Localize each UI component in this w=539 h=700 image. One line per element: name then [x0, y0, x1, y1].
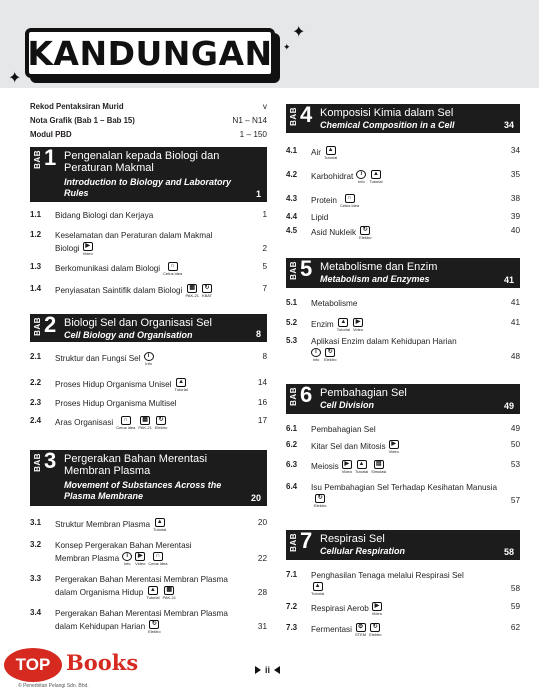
- entry-text: Pergerakan Bahan Merentasi Membran Plasma dalam Organisma Hidup: [55, 575, 228, 598]
- entry-text: Aras Organisasi: [55, 418, 114, 428]
- info-icon[interactable]: i Info: [145, 353, 152, 366]
- cetus-idea-icon[interactable]: ∩ Cetus idea: [148, 553, 168, 566]
- toc-entry[interactable]: [30, 262, 267, 276]
- toc-entry[interactable]: [286, 298, 520, 310]
- chapter-label: BAB: [289, 533, 298, 552]
- toc-entry[interactable]: [286, 336, 520, 362]
- cetus-idea-icon[interactable]: ∩ Cetus idea: [339, 195, 360, 208]
- entry-text: Karbohidrat: [311, 172, 354, 182]
- chapter-title: Komposisi Kimia dalam Sel: [320, 107, 454, 119]
- front-matter-page: v: [262, 102, 267, 111]
- toc-entry[interactable]: [30, 608, 267, 634]
- entry-number: 1.4: [30, 284, 42, 293]
- chapter-1-header[interactable]: [30, 147, 267, 202]
- entry-text: Kitar Sel dan Mitosis: [311, 442, 386, 452]
- entry-number: 5.1: [286, 298, 298, 307]
- entry-number: 6.3: [286, 460, 298, 469]
- entry-number: 6.4: [286, 482, 298, 491]
- chapter-page: 49: [503, 401, 514, 411]
- chapter-label: BAB: [289, 107, 298, 126]
- chapter-title: Pembahagian Sel: [320, 387, 407, 399]
- simulasi-icon[interactable]: ▤ Simulasi: [371, 461, 387, 474]
- entry-text: Air: [311, 148, 322, 158]
- video-icon[interactable]: ▶ Video: [388, 441, 399, 454]
- chapter-label: BAB: [33, 453, 42, 472]
- entry-page: 20: [257, 518, 267, 527]
- video-icon[interactable]: ▶ Video: [135, 553, 146, 566]
- entry-text: Enzim: [311, 320, 334, 330]
- toc-entry[interactable]: [286, 570, 520, 596]
- entry-number: 6.1: [286, 424, 298, 433]
- entry-number: 2.2: [30, 378, 42, 387]
- toc-entry[interactable]: [30, 352, 267, 366]
- entry-number: 5.3: [286, 336, 298, 345]
- tutorial-icon[interactable]: ▲ Tutorial: [336, 319, 350, 332]
- chapter-6-entries: [286, 424, 520, 514]
- entry-number: 1.2: [30, 230, 42, 239]
- kbat-elektro-icon[interactable]: ↻ Elektro: [359, 227, 372, 240]
- entry-page: 62: [510, 623, 520, 632]
- entry-text: Lipid: [311, 213, 329, 222]
- entry-page: 34: [510, 146, 520, 155]
- chapter-label: BAB: [289, 387, 298, 406]
- entry-page: 8: [262, 352, 267, 361]
- chapter-3-header[interactable]: [30, 450, 267, 506]
- toc-entry[interactable]: [286, 440, 520, 454]
- chapter-title: Respirasi Sel: [320, 533, 385, 545]
- entry-number: 2.4: [30, 416, 42, 425]
- chapter-number: 7: [300, 530, 313, 553]
- page-number-text: ii: [265, 665, 271, 675]
- toc-entry[interactable]: [286, 424, 520, 436]
- chapter-title: Pengenalan kepada Biologi dan Peraturan Makmal: [64, 150, 220, 174]
- tutorial-icon[interactable]: ▲ Tutorial: [324, 147, 338, 160]
- page-number: [255, 665, 280, 675]
- topbooks-logo: [0, 640, 200, 680]
- chapter-1-entries: [30, 210, 267, 300]
- entry-text: Konsep Pergerakan Bahan Merentasi Membran Plasma: [55, 541, 192, 564]
- page-title-box: [25, 28, 275, 78]
- entry-page: 7: [262, 284, 267, 293]
- entry-number: 4.4: [286, 212, 298, 221]
- entry-text: Proses Hidup Organisma Unisel: [55, 380, 172, 390]
- entry-number: 2.1: [30, 352, 42, 361]
- chapter-5-entries: [286, 298, 520, 368]
- info-icon[interactable]: i Info: [312, 349, 320, 362]
- entry-number: 3.1: [30, 518, 42, 527]
- entry-page: 41: [510, 298, 520, 307]
- entry-page: 41: [510, 318, 520, 327]
- entry-number: 3.2: [30, 540, 42, 549]
- chapter-number: 3: [44, 450, 57, 473]
- entry-text: Proses Hidup Organisma Multisel: [55, 399, 177, 408]
- kbat-elektro-icon[interactable]: ↻ Elektro: [324, 349, 337, 362]
- entry-number: 4.3: [286, 194, 298, 203]
- entry-page: 2: [262, 244, 267, 253]
- entry-text: Pembahagian Sel: [311, 425, 376, 434]
- kbat-elektro-icon[interactable]: ↻ Elektro: [148, 621, 161, 634]
- entry-text: Isu Pembahagian Sel Terhadap Kesihatan Manusia: [311, 483, 498, 492]
- entry-number: 7.1: [286, 570, 298, 579]
- entry-text: Bidang Biologi dan Kerjaya: [55, 211, 154, 220]
- cetus-idea-icon[interactable]: ∩ Cetus idea: [116, 417, 136, 430]
- video-icon[interactable]: ▶ Video: [82, 243, 93, 256]
- pak21-icon[interactable]: ▦ PAK-21: [162, 587, 176, 600]
- toc-entry[interactable]: [286, 226, 520, 240]
- entry-text: Respirasi Aerob: [311, 604, 369, 614]
- entry-text: Asid Nukleik: [311, 228, 357, 238]
- front-matter-label: Rekod Pentaksiran Murid: [30, 102, 124, 111]
- chapter-title: Metabolisme dan Enzim: [320, 261, 438, 273]
- entry-page: 38: [510, 194, 520, 203]
- tutorial-icon[interactable]: ▲ Tutorial: [153, 519, 167, 532]
- entry-page: 5: [262, 262, 267, 271]
- chapter-label: BAB: [289, 261, 298, 280]
- entry-page: 58: [510, 584, 520, 593]
- entry-page: 48: [510, 352, 520, 361]
- entry-page: 39: [510, 212, 520, 221]
- logo-books-text: Books: [66, 650, 139, 675]
- entry-page: 50: [510, 440, 520, 449]
- entry-number: 7.3: [286, 623, 298, 632]
- kbat-elektro-icon[interactable]: ↻ Elektro: [154, 417, 168, 430]
- entry-page: 49: [510, 424, 520, 433]
- toc-entry[interactable]: [30, 284, 267, 298]
- toc-entry[interactable]: [286, 318, 520, 332]
- toc-entry[interactable]: [286, 623, 520, 637]
- entry-number: 4.1: [286, 146, 298, 155]
- chapter-page: 20: [250, 493, 261, 503]
- tutorial-icon[interactable]: ▲ Tutorial: [311, 583, 325, 596]
- entry-text: Keselamatan dan Peraturan dalam Makmal Biologi: [55, 231, 213, 254]
- front-matter-row[interactable]: [30, 130, 267, 142]
- entry-page: 28: [257, 588, 267, 597]
- entry-page: 57: [510, 496, 520, 505]
- sparkle-icon: ✦: [292, 22, 306, 41]
- entry-text: Meiosis: [311, 462, 339, 472]
- front-matter-row[interactable]: [30, 102, 267, 114]
- tutorial-icon[interactable]: ▲ Tutorial: [174, 379, 188, 392]
- chapter-page: 1: [255, 189, 261, 199]
- chapter-7-entries: [286, 570, 520, 660]
- triangle-right-icon: [255, 666, 261, 674]
- video-icon[interactable]: ▶ Video: [352, 319, 364, 332]
- toc-entry[interactable]: [286, 212, 520, 224]
- entry-number: 2.3: [30, 398, 42, 407]
- entry-text: Berkomunikasi dalam Biologi: [55, 264, 161, 274]
- chapter-4-entries: [286, 146, 520, 246]
- chapter-3-entries: [30, 518, 267, 638]
- entry-page: 22: [257, 554, 267, 563]
- toc-entry[interactable]: [30, 398, 267, 410]
- kbat-elektro-icon[interactable]: ↻ KBAT: [201, 285, 213, 298]
- entry-page: 14: [257, 378, 267, 387]
- chapter-title: Biologi Sel dan Organisasi Sel: [64, 317, 212, 329]
- copyright-text: © Penerbitan Pelangi Sdn. Bhd.: [18, 683, 89, 689]
- chapter-page: 58: [503, 547, 514, 557]
- front-matter-page: 1 – 150: [239, 130, 267, 139]
- entry-page: 31: [257, 622, 267, 631]
- toc-entry[interactable]: [286, 602, 520, 616]
- stem-icon[interactable]: ⚙ STEM: [354, 624, 367, 637]
- sparkle-icon: ✦: [8, 68, 22, 87]
- chapter-4-header[interactable]: [286, 104, 520, 133]
- chapter-page: 34: [503, 120, 514, 130]
- chapter-page: 8: [255, 329, 261, 339]
- chapter-title-english: Cell Division: [320, 400, 375, 410]
- entry-text: Aplikasi Enzim dalam Kehidupan Harian: [311, 337, 457, 346]
- triangle-left-icon: [274, 666, 280, 674]
- info-icon[interactable]: i Info: [358, 171, 365, 184]
- chapter-2-header[interactable]: [30, 314, 267, 342]
- chapter-page: 41: [503, 275, 514, 285]
- chapter-2-entries: [30, 352, 267, 432]
- entry-page: 40: [510, 226, 520, 235]
- tutorial-icon[interactable]: ▲ Tutorial: [354, 461, 369, 474]
- front-matter-label: Nota Grafik (Bab 1 – Bab 15): [30, 116, 135, 125]
- chapter-number: 2: [44, 314, 57, 337]
- toc-entry[interactable]: [286, 460, 520, 474]
- entry-text: Pergerakan Bahan Merentasi Membran Plasma dalam Kehidupan Harian: [55, 609, 228, 632]
- toc-entry[interactable]: [30, 210, 267, 222]
- chapter-number: 6: [300, 384, 313, 407]
- toc-entry[interactable]: [286, 170, 520, 184]
- front-matter-row[interactable]: [30, 116, 267, 128]
- entry-number: 1.3: [30, 262, 42, 271]
- entry-page: 35: [510, 170, 520, 179]
- entry-page: 53: [510, 460, 520, 469]
- entry-number: 3.3: [30, 574, 42, 583]
- entry-number: 4.2: [286, 170, 298, 179]
- toc-entry[interactable]: [30, 416, 267, 430]
- entry-number: 5.2: [286, 318, 298, 327]
- info-icon[interactable]: i Info: [123, 553, 131, 566]
- toc-entry[interactable]: [30, 378, 267, 392]
- toc-entry[interactable]: [286, 146, 520, 160]
- entry-text: Penghasilan Tenaga melalui Respirasi Sel: [311, 571, 464, 580]
- logo-top-text: TOP: [4, 648, 62, 682]
- kbat-elektro-icon[interactable]: ↻ Elektro: [369, 624, 382, 637]
- kbat-elektro-icon[interactable]: ↻ Elektro: [314, 495, 327, 508]
- entry-text: Struktur dan Fungsi Sel: [55, 354, 141, 364]
- entry-number: 7.2: [286, 602, 298, 611]
- page-title: KANDUNGAN: [27, 33, 273, 73]
- entry-text: Protein: [311, 196, 337, 206]
- entry-page: 59: [510, 602, 520, 611]
- entry-page: 17: [257, 416, 267, 425]
- toc-entry[interactable]: [286, 194, 520, 208]
- chapter-number: 5: [300, 258, 313, 281]
- chapter-title-english: Chemical Composition in a Cell: [320, 120, 455, 130]
- toc-entry[interactable]: [30, 540, 267, 566]
- chapter-6-header[interactable]: [286, 384, 520, 414]
- entry-text: Metabolisme: [311, 299, 358, 308]
- chapter-label: BAB: [33, 150, 42, 169]
- chapter-number: 4: [300, 104, 313, 127]
- video-icon[interactable]: ▶ Video: [341, 461, 352, 474]
- entry-text: Struktur Membran Plasma: [55, 520, 151, 530]
- entry-number: 1.1: [30, 210, 42, 219]
- chapter-title-english: Cell Biology and Organisation: [64, 330, 193, 340]
- toc-entry[interactable]: [30, 230, 267, 256]
- toc-entry[interactable]: [30, 518, 267, 532]
- video-icon[interactable]: ▶ Video: [371, 603, 382, 616]
- toc-entry[interactable]: [286, 482, 520, 508]
- toc-entry[interactable]: [30, 574, 267, 600]
- tutorial-icon[interactable]: ▲ Tutorial: [369, 171, 383, 184]
- chapter-title-english: Introduction to Biology and Laboratory Rules: [64, 177, 231, 198]
- entry-page: 16: [257, 398, 267, 407]
- chapter-title: Pergerakan Bahan Merentasi Membran Plasma: [64, 453, 208, 477]
- pak21-icon[interactable]: ▦ PAK-21: [138, 417, 152, 430]
- pak21-icon[interactable]: ▦ PAK-21: [185, 285, 199, 298]
- entry-text: Penyiasatan Saintifik dalam Biologi: [55, 286, 183, 296]
- entry-page: 1: [262, 210, 267, 219]
- chapter-label: BAB: [33, 317, 42, 336]
- entry-text: Fermentasi: [311, 625, 352, 635]
- front-matter-page: N1 – N14: [232, 116, 267, 125]
- sparkle-icon: ✦: [283, 43, 291, 53]
- chapter-7-header[interactable]: [286, 530, 520, 560]
- chapter-number: 1: [44, 147, 57, 170]
- entry-number: 3.4: [30, 608, 42, 617]
- cetus-idea-icon[interactable]: ∩ Cetus idea: [163, 263, 183, 276]
- chapter-5-header[interactable]: [286, 258, 520, 288]
- tutorial-icon[interactable]: ▲ Tutorial: [146, 587, 160, 600]
- chapter-title-english: Metabolism and Enzymes: [320, 274, 430, 284]
- entry-number: 6.2: [286, 440, 298, 449]
- front-matter-label: Modul PBD: [30, 130, 72, 139]
- entry-number: 4.5: [286, 226, 298, 235]
- chapter-title-english: Cellular Respiration: [320, 546, 406, 556]
- chapter-title-english: Movement of Substances Across the Plasma Membrane: [64, 480, 222, 501]
